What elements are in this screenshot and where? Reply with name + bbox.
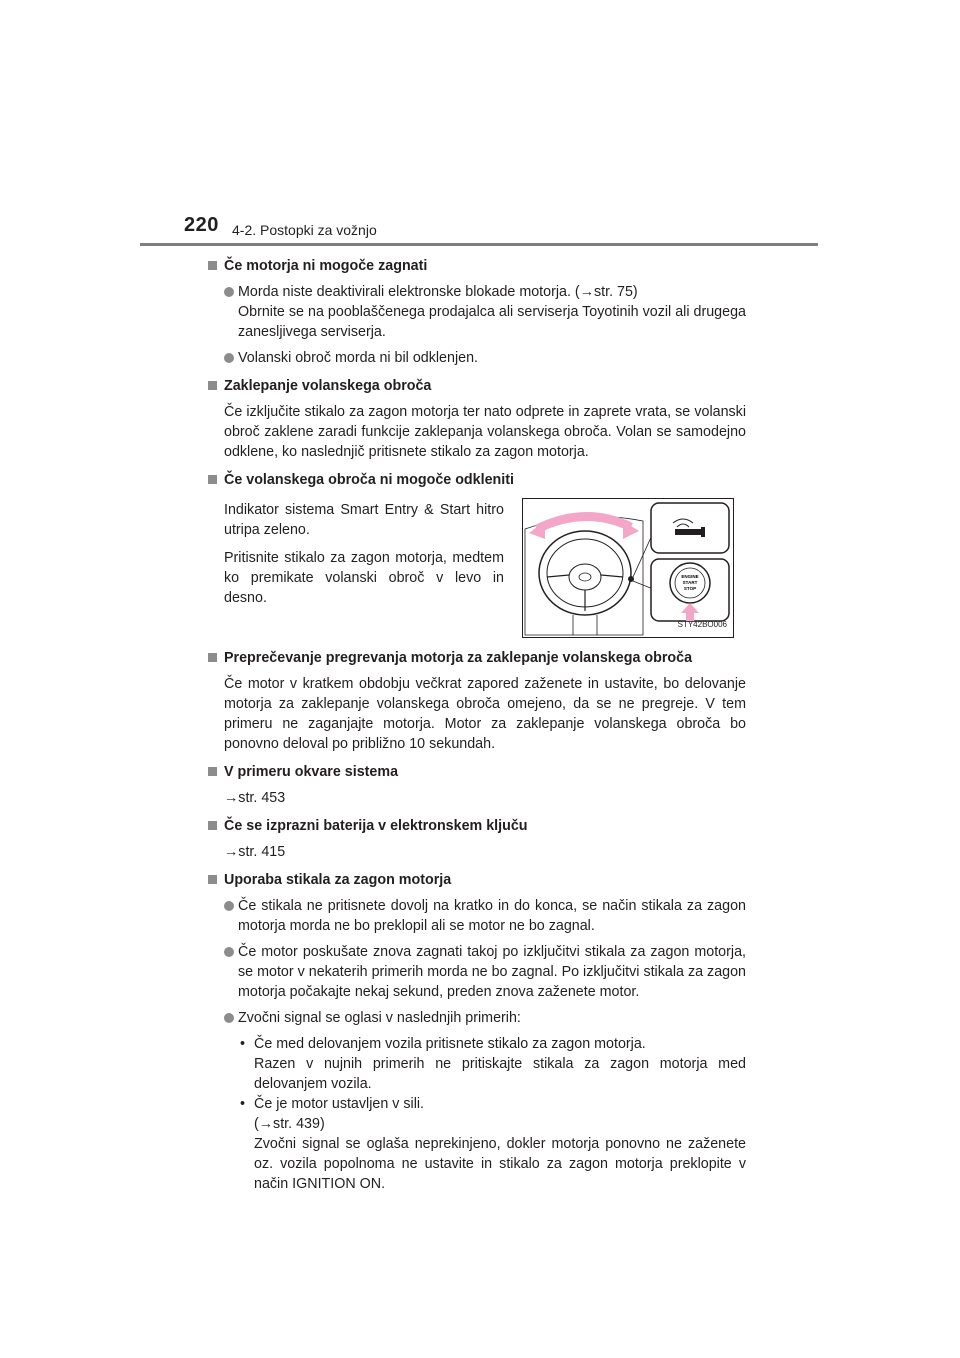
paragraph: Indikator sistema Smart Entry & Start hitro utripa zeleno. xyxy=(224,502,504,538)
round-bullet-icon xyxy=(224,353,234,363)
page-number: 220 xyxy=(184,214,219,236)
section-heading xyxy=(208,816,746,836)
sub-text: (→str. 439) xyxy=(254,1116,325,1132)
sub-bullet-icon: • xyxy=(240,1096,246,1112)
paragraph: Če izključite stikalo za zagon motorja ter nato odprete in zaprete vrata, se volanski obroč zaklene zaradi funkcije zaklepanja volanskega obroča. Volan se samodejno odklene, ko naslednjič pritisnete stikalo za zagon motorja. xyxy=(224,404,746,460)
list-item xyxy=(208,282,746,342)
figure-code: STY42BO006 xyxy=(677,620,727,629)
steering-wheel-illustration xyxy=(522,498,734,638)
sub-text: Razen v nujnih primerih ne pritiskajte stikala za zagon motorja med delovanjem vozila. xyxy=(254,1056,746,1092)
heading-text: Zaklepanje volanskega obroča xyxy=(224,378,432,394)
list-item xyxy=(208,1008,746,1028)
sub-list-item xyxy=(208,1094,746,1194)
page-reference: →str. 453 xyxy=(224,790,286,806)
section-heading xyxy=(208,762,746,782)
square-bullet-icon xyxy=(208,381,217,390)
page-reference: →str. 415 xyxy=(224,844,286,860)
button-line: START xyxy=(682,580,698,585)
paragraph: Če motor v kratkem obdobju večkrat zapored zaženete in ustavite, bo delovanje motorja za zaklepanje volanskega obroča omejeno, da se ne pregreje. V tem primeru ne zaganjajte motorja. Motor za zaklepanje volanskega obroča bo ponovno deloval po približno 10 sekundah. xyxy=(224,676,746,752)
list-item xyxy=(208,896,746,936)
round-bullet-icon xyxy=(224,1013,234,1023)
figure-block xyxy=(208,498,746,646)
sub-text: Če je motor ustavljen v sili. xyxy=(254,1096,425,1112)
heading-text: Če volanskega obroča ni mogoče odkleniti xyxy=(224,472,514,488)
list-item xyxy=(208,942,746,1002)
heading-text: Če se izprazni baterija v elektronskem ključu xyxy=(224,818,528,834)
section-heading xyxy=(208,648,746,668)
heading-text: Preprečevanje pregrevanja motorja za zaklepanje volanskega obroča xyxy=(224,650,693,666)
round-bullet-icon xyxy=(224,901,234,911)
round-bullet-icon xyxy=(224,947,234,957)
section-heading xyxy=(208,470,746,490)
page-content xyxy=(208,254,746,1194)
list-item xyxy=(208,348,746,368)
section-title: 4-2. Postopki za vožnjo xyxy=(232,222,377,238)
sub-bullet-icon: • xyxy=(240,1036,246,1052)
button-line: STOP xyxy=(683,586,697,591)
heading-text: Če motorja ni mogoče zagnati xyxy=(224,258,428,274)
header-rule xyxy=(140,243,818,246)
button-line: ENGINE xyxy=(681,574,699,579)
square-bullet-icon xyxy=(208,875,217,884)
sub-text: Zvočni signal se oglaša neprekinjeno, dokler motorja ponovno ne zaženete oz. vozila popolnoma ne ustavite in stikalo za zagon motorja preklopite v način IGNITION ON. xyxy=(254,1136,746,1192)
square-bullet-icon xyxy=(208,821,217,830)
round-bullet-icon xyxy=(224,287,234,297)
sub-text: Če med delovanjem vozila pritisnete stikalo za zagon motorja. xyxy=(254,1036,646,1052)
square-bullet-icon xyxy=(208,475,217,484)
section-heading xyxy=(208,870,746,890)
paragraph: Pritisnite stikalo za zagon motorja, medtem ko premikate volanski obroč v levo in desno. xyxy=(224,550,504,606)
bullet-text: Morda niste deaktivirali elektronske blokade motorja. (→str. 75) xyxy=(238,284,638,300)
heading-text: V primeru okvare sistema xyxy=(224,764,399,780)
bullet-text: Zvočni signal se oglasi v naslednjih primerih: xyxy=(238,1010,521,1026)
bullet-text: Če stikala ne pritisnete dovolj na kratko in do konca, se način stikala za zagon motorja morda ne bo preklopil ali se motor ne bo zagnal. xyxy=(238,898,746,934)
square-bullet-icon xyxy=(208,261,217,270)
heading-text: Uporaba stikala za zagon motorja xyxy=(224,872,452,888)
bullet-text: Če motor poskušate znova zagnati takoj po izključitvi stikala za zagon motorja, se motor v nekaterih primerih morda ne bo zagnal. Po izključitvi stikala za zagon motorja počakajte nekaj sekund, preden znova zaženete motor. xyxy=(238,944,746,1000)
section-heading xyxy=(208,256,746,276)
sub-list-item xyxy=(208,1034,746,1094)
section-heading xyxy=(208,376,746,396)
bullet-text: Obrnite se na pooblaščenega prodajalca ali serviserja Toyotinih vozil ali drugega zanesljivega serviserja. xyxy=(238,304,746,340)
figure-text xyxy=(224,500,504,616)
square-bullet-icon xyxy=(208,653,217,662)
square-bullet-icon xyxy=(208,767,217,776)
bullet-text: Volanski obroč morda ni bil odklenjen. xyxy=(238,350,479,366)
